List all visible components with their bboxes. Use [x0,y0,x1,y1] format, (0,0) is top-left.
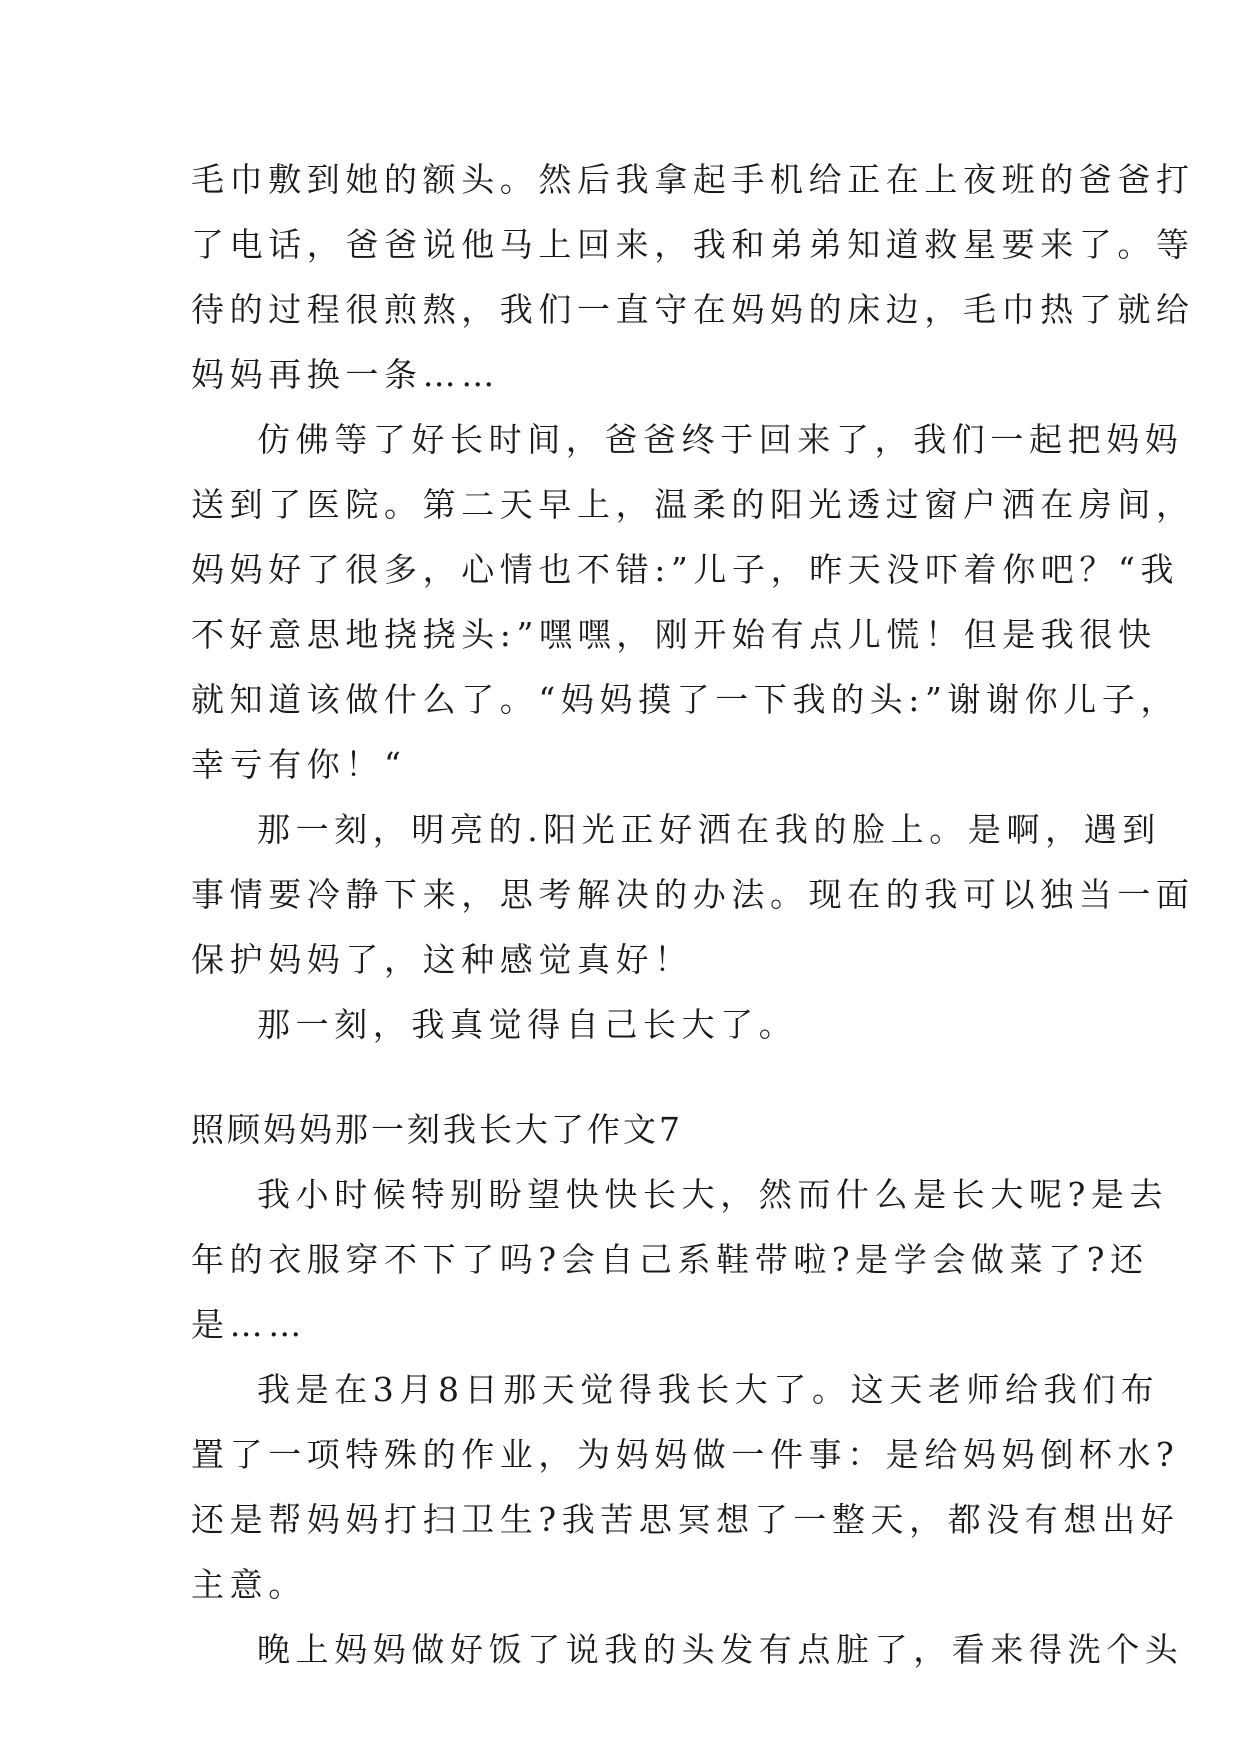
text-line: 不好意思地挠挠头:”嘿嘿，刚开始有点儿慌！但是我很快 [191,615,1157,654]
paragraph-first-line: 那一刻，我真觉得自己长大了。 [257,1005,798,1044]
paragraph-first-line: 那一刻，明亮的.阳光正好洒在我的脸上。是啊，遇到 [257,810,1161,849]
text-line: 妈妈再换一条…… [191,355,500,394]
text-line: 妈妈好了很多，心情也不错:”儿子，昨天没吓着你吧？“我 [191,550,1180,589]
text-line: 年的衣服穿不下了吗?会自己系鞋带啦?是学会做菜了?还 [191,1240,1149,1279]
paragraph-first-line: 我是在3月8日那天觉得我长大了。这天老师给我们布 [257,1370,1160,1409]
text-line: 就知道该做什么了。“妈妈摸了一下我的头:”谢谢你儿子， [191,680,1180,719]
text-line: 是…… [191,1305,307,1344]
text-line: 主意。 [191,1565,307,1604]
text-line: 幸亏有你！“ [191,745,407,784]
text-line: 毛巾敷到她的额头。然后我拿起手机给正在上夜班的爸爸打 [191,160,1195,199]
text-line: 保护妈妈了，这种感觉真好！ [191,940,693,979]
paragraph-first-line: 晚上妈妈做好饭了说我的头发有点脏了，看来得洗个头 [257,1630,1184,1669]
paragraph-first-line: 仿佛等了好长时间，爸爸终于回来了，我们一起把妈妈 [257,420,1184,459]
text-line: 送到了医院。第二天早上，温柔的阳光透过窗户洒在房间， [191,485,1195,524]
text-line: 了电话，爸爸说他马上回来，我和弟弟知道救星要来了。等 [191,225,1195,264]
text-line: 事情要冷静下来，思考解决的办法。现在的我可以独当一面 [191,875,1195,914]
essay-title: 照顾妈妈那一刻我长大了作文7 [191,1110,683,1149]
text-line: 置了一项特殊的作业，为妈妈做一件事：是给妈妈倒杯水? [191,1435,1180,1474]
text-line: 待的过程很煎熬，我们一直守在妈妈的床边，毛巾热了就给 [191,290,1195,329]
text-line: 还是帮妈妈打扫卫生?我苦思冥想了一整天，都没有想出好 [191,1500,1180,1539]
paragraph-first-line: 我小时候特别盼望快快长大，然而什么是长大呢?是去 [257,1175,1169,1214]
